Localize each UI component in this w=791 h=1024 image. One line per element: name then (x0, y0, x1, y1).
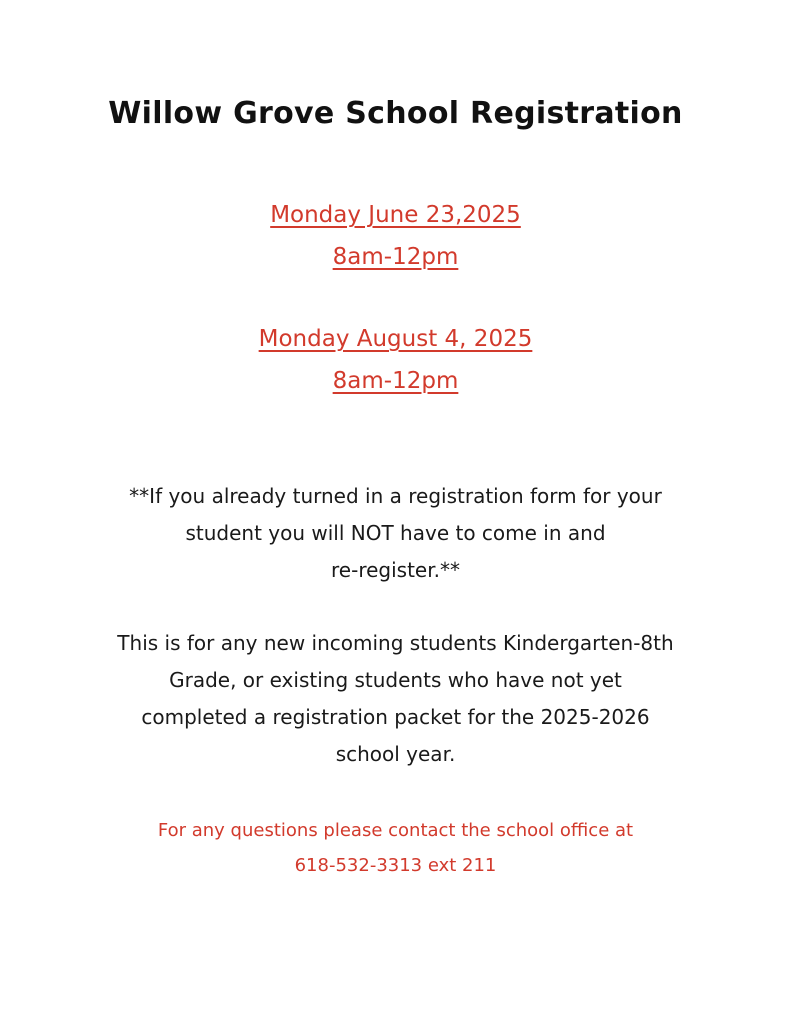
registration-date-1: Monday June 23,2025 (270, 202, 521, 228)
notice-line: **If you already turned in a registration form for your (129, 484, 662, 508)
notice-line: re-register.** (331, 558, 460, 582)
registration-date-block-1 (0, 194, 791, 278)
info-line: Grade, or existing students who have not yet (169, 668, 622, 692)
registration-time-1: 8am-12pm (332, 244, 459, 270)
already-registered-notice (60, 478, 731, 589)
notice-line: student you will NOT have to come in and (185, 521, 606, 545)
contact-info (60, 813, 731, 883)
contact-line: For any questions please contact the school office at (157, 820, 634, 841)
info-line: This is for any new incoming students Kindergarten-8th (117, 631, 674, 655)
info-line: completed a registration packet for the 2025-2026 (141, 705, 650, 729)
registration-date-2: Monday August 4, 2025 (258, 326, 533, 352)
flyer-title: Willow Grove School Registration (108, 96, 683, 131)
eligibility-info (60, 625, 731, 773)
registration-time-2: 8am-12pm (332, 368, 459, 394)
contact-phone: 618-532-3313 ext 211 (294, 855, 497, 876)
info-line: school year. (335, 742, 456, 766)
registration-date-block-2 (0, 318, 791, 402)
